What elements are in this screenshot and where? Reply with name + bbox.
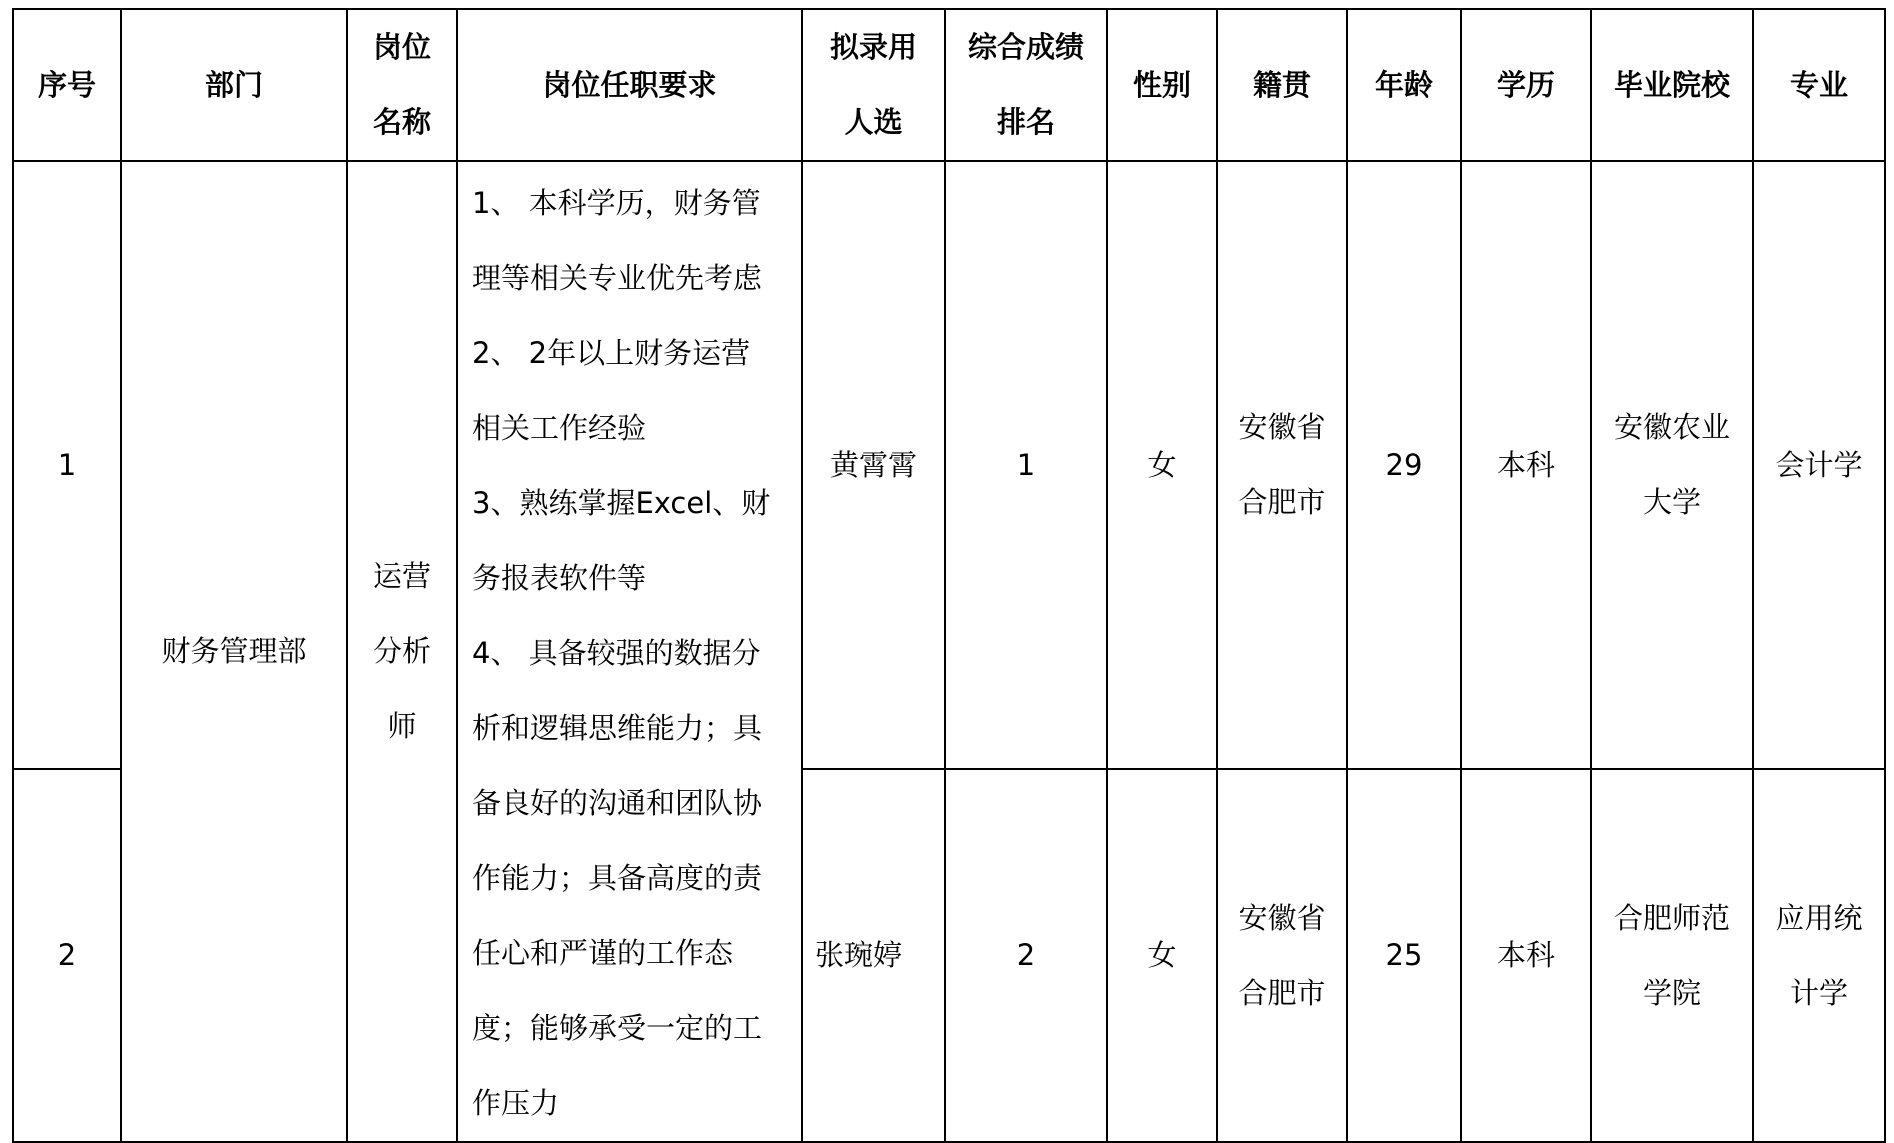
school-line1: 合肥师范 (1613, 900, 1730, 935)
origin-line1: 安徽省 (1238, 410, 1326, 445)
header-candidate-line2: 人选 (844, 105, 903, 139)
requirement-line: 度；能够承受一定的工 (472, 1011, 763, 1045)
header-rank-line2: 排名 (996, 105, 1055, 139)
requirement-line: 作能力；具备高度的责 (472, 861, 763, 895)
cell-age: 25 (1347, 769, 1461, 1142)
header-age: 年龄 (1347, 9, 1461, 161)
school-line1: 安徽农业 (1613, 410, 1730, 445)
header-edu: 学历 (1461, 9, 1591, 161)
table-row (13, 161, 1885, 769)
cell-rank: 1 (945, 161, 1107, 769)
requirement-line: 备良好的沟通和团队协 (472, 786, 763, 820)
cell-edu: 本科 (1461, 161, 1591, 769)
position-line1: 运营 (372, 559, 431, 593)
header-post (347, 9, 457, 161)
header-req: 岗位任职要求 (457, 9, 802, 161)
header-seq: 序号 (13, 9, 121, 161)
cell-position (347, 161, 457, 1142)
header-candidate-line1: 拟录用 (829, 30, 917, 64)
requirement-line: 析和逻辑思维能力；具 (472, 711, 763, 745)
major-line1: 应用统 (1775, 900, 1863, 935)
header-rank (945, 9, 1107, 161)
requirement-line: 任心和严谨的工作态 (472, 936, 734, 970)
requirement-line: 1、 本科学历，财务管 (472, 186, 761, 220)
position-line2: 分析 (372, 634, 431, 668)
header-major: 专业 (1753, 9, 1885, 161)
header-gender: 性别 (1107, 9, 1217, 161)
requirement-line: 理等相关专业优先考虑 (472, 261, 763, 295)
cell-seq: 2 (13, 769, 121, 1142)
header-post-line2: 名称 (372, 105, 431, 139)
cell-gender: 女 (1107, 161, 1217, 769)
requirement-line: 2、 2年以上财务运营 (472, 336, 751, 370)
major-line1: 会计学 (1775, 447, 1863, 482)
cell-seq: 1 (13, 161, 121, 769)
header-rank-line1: 综合成绩 (967, 30, 1084, 64)
origin-line1: 安徽省 (1238, 900, 1326, 935)
header-post-line1: 岗位 (372, 30, 431, 64)
cell-candidate: 黄霄霄 (802, 161, 945, 769)
recruitment-table (12, 8, 1886, 1143)
requirement-line: 务报表软件等 (472, 561, 647, 595)
cell-department: 财务管理部 (121, 161, 347, 1142)
header-row (13, 9, 1885, 161)
requirement-line: 作压力 (472, 1086, 560, 1120)
requirement-line: 4、 具备较强的数据分 (472, 636, 761, 670)
cell-rank: 2 (945, 769, 1107, 1142)
requirement-line: 相关工作经验 (472, 411, 647, 445)
header-candidate (802, 9, 945, 161)
origin-line2: 合肥市 (1238, 975, 1326, 1010)
position-line3: 师 (387, 709, 417, 743)
cell-school (1591, 161, 1753, 769)
cell-candidate: 张琬婷 (802, 769, 945, 1142)
header-origin: 籍贯 (1217, 9, 1347, 161)
cell-origin (1217, 161, 1347, 769)
cell-school (1591, 769, 1753, 1142)
origin-line2: 合肥市 (1238, 485, 1326, 520)
school-line2: 大学 (1642, 485, 1701, 520)
cell-edu: 本科 (1461, 769, 1591, 1142)
cell-requirements (457, 161, 802, 1142)
school-line2: 学院 (1642, 975, 1701, 1010)
requirement-line: 3、熟练掌握Excel、财 (472, 486, 771, 520)
header-school: 毕业院校 (1591, 9, 1753, 161)
cell-age: 29 (1347, 161, 1461, 769)
header-dept: 部门 (121, 9, 347, 161)
major-line2: 计学 (1789, 975, 1848, 1010)
cell-gender: 女 (1107, 769, 1217, 1142)
cell-origin (1217, 769, 1347, 1142)
cell-major (1753, 769, 1885, 1142)
cell-major (1753, 161, 1885, 769)
